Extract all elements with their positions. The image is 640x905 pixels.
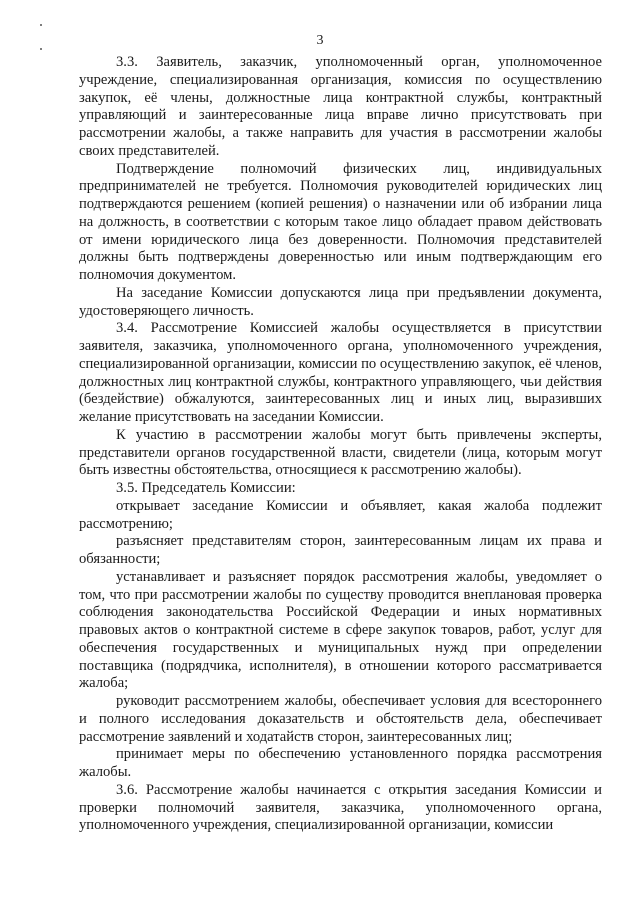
page-number: 3 — [316, 33, 324, 48]
paragraph-explains-rights: разъясняет представителям сторон, заинтересованным лицам их права и обязанности; — [79, 533, 602, 567]
paragraph-authority-confirmation: Подтверждение полномочий физических лиц, индивидуальных предпринимателей не требуется. Полномочия руководителей юридических лиц подтверждаются решением (копией решения) о назначении или об избрании лица на должность, в соответствии с которым такое лицо обладает правом действовать от имени юридического лица без доверенности. Полномочия представителей должны быть подтверждены доверенностью или иным подтверждающим его полномочия документом. — [79, 160, 602, 283]
paragraph-3-5: 3.5. Председатель Комиссии: — [116, 480, 296, 496]
paragraph-order-measures: принимает меры по обеспечению установленного порядка рассмотрения жалобы. — [79, 746, 602, 780]
paragraph-admission: На заседание Комиссии допускаются лица при предъявлении документа, удостоверяющего личность. — [79, 284, 602, 319]
paragraph-3-3: 3.3. Заявитель, заказчик, уполномоченный орган, уполномоченное учреждение, специализированная организация, комиссия по осуществлению закупок, её члены, должностные лица контрактной службы, контрактный управляющий и заинтересованные лица вправе лично присутствовать при рассмотрении жалобы, а также направить для участия в рассмотрении жалобы своих представителей. — [79, 54, 602, 159]
paragraph-directs-review: руководит рассмотрением жалобы, обеспечивает условия для всестороннего и полного исследования доказательств и обстоятельств дела, обеспечивает рассмотрение заявлений и ходатайств сторон, заинтересованных лиц; — [79, 693, 602, 745]
paragraph-experts: К участию в рассмотрении жалобы могут быть привлечены эксперты, представители органов государственной власти, свидетели (лица, которым могут быть известны обстоятельства, относящиеся к рассмотрению жалобы). — [79, 426, 602, 479]
paragraph-3-6: 3.6. Рассмотрение жалобы начинается с открытия заседания Комиссии и проверки полномочий заявителя, заказчика, уполномоченного органа, уполномоченного учреждения, специализированной организации, комиссии — [79, 781, 602, 834]
paragraph-establishes-procedure: устанавливает и разъясняет порядок рассмотрения жалобы, уведомляет о том, что при рассмотрении жалобы по существу проводится внеплановая проверка соблюдения законодательства Российской Федерации и иных нормативных правовых актов о контрактной системе в сфере закупок товаров, работ, услуг для обеспечения государственных и муниципальных нужд при определении поставщика (подрядчика, исполнителя), в отношении которого рассматривается жалоба; — [79, 568, 602, 692]
scan-speck — [40, 24, 42, 26]
paragraph-3-4: 3.4. Рассмотрение Комиссией жалобы осуществляется в присутствии заявителя, заказчика, уполномоченного органа, уполномоченного учреждения, специализированной организации, комиссии по осуществлению закупок, её членов, должностных лиц контрактной службы, контрактного управляющего, чьи действия (бездействие) обжалуются, заинтересованных лиц и иных лиц, выразивших желание присутствовать на заседании Комиссии. — [79, 320, 602, 425]
document-body — [79, 54, 602, 835]
paragraph-opens-session: открывает заседание Комиссии и объявляет, какая жалоба подлежит рассмотрению; — [79, 497, 602, 532]
